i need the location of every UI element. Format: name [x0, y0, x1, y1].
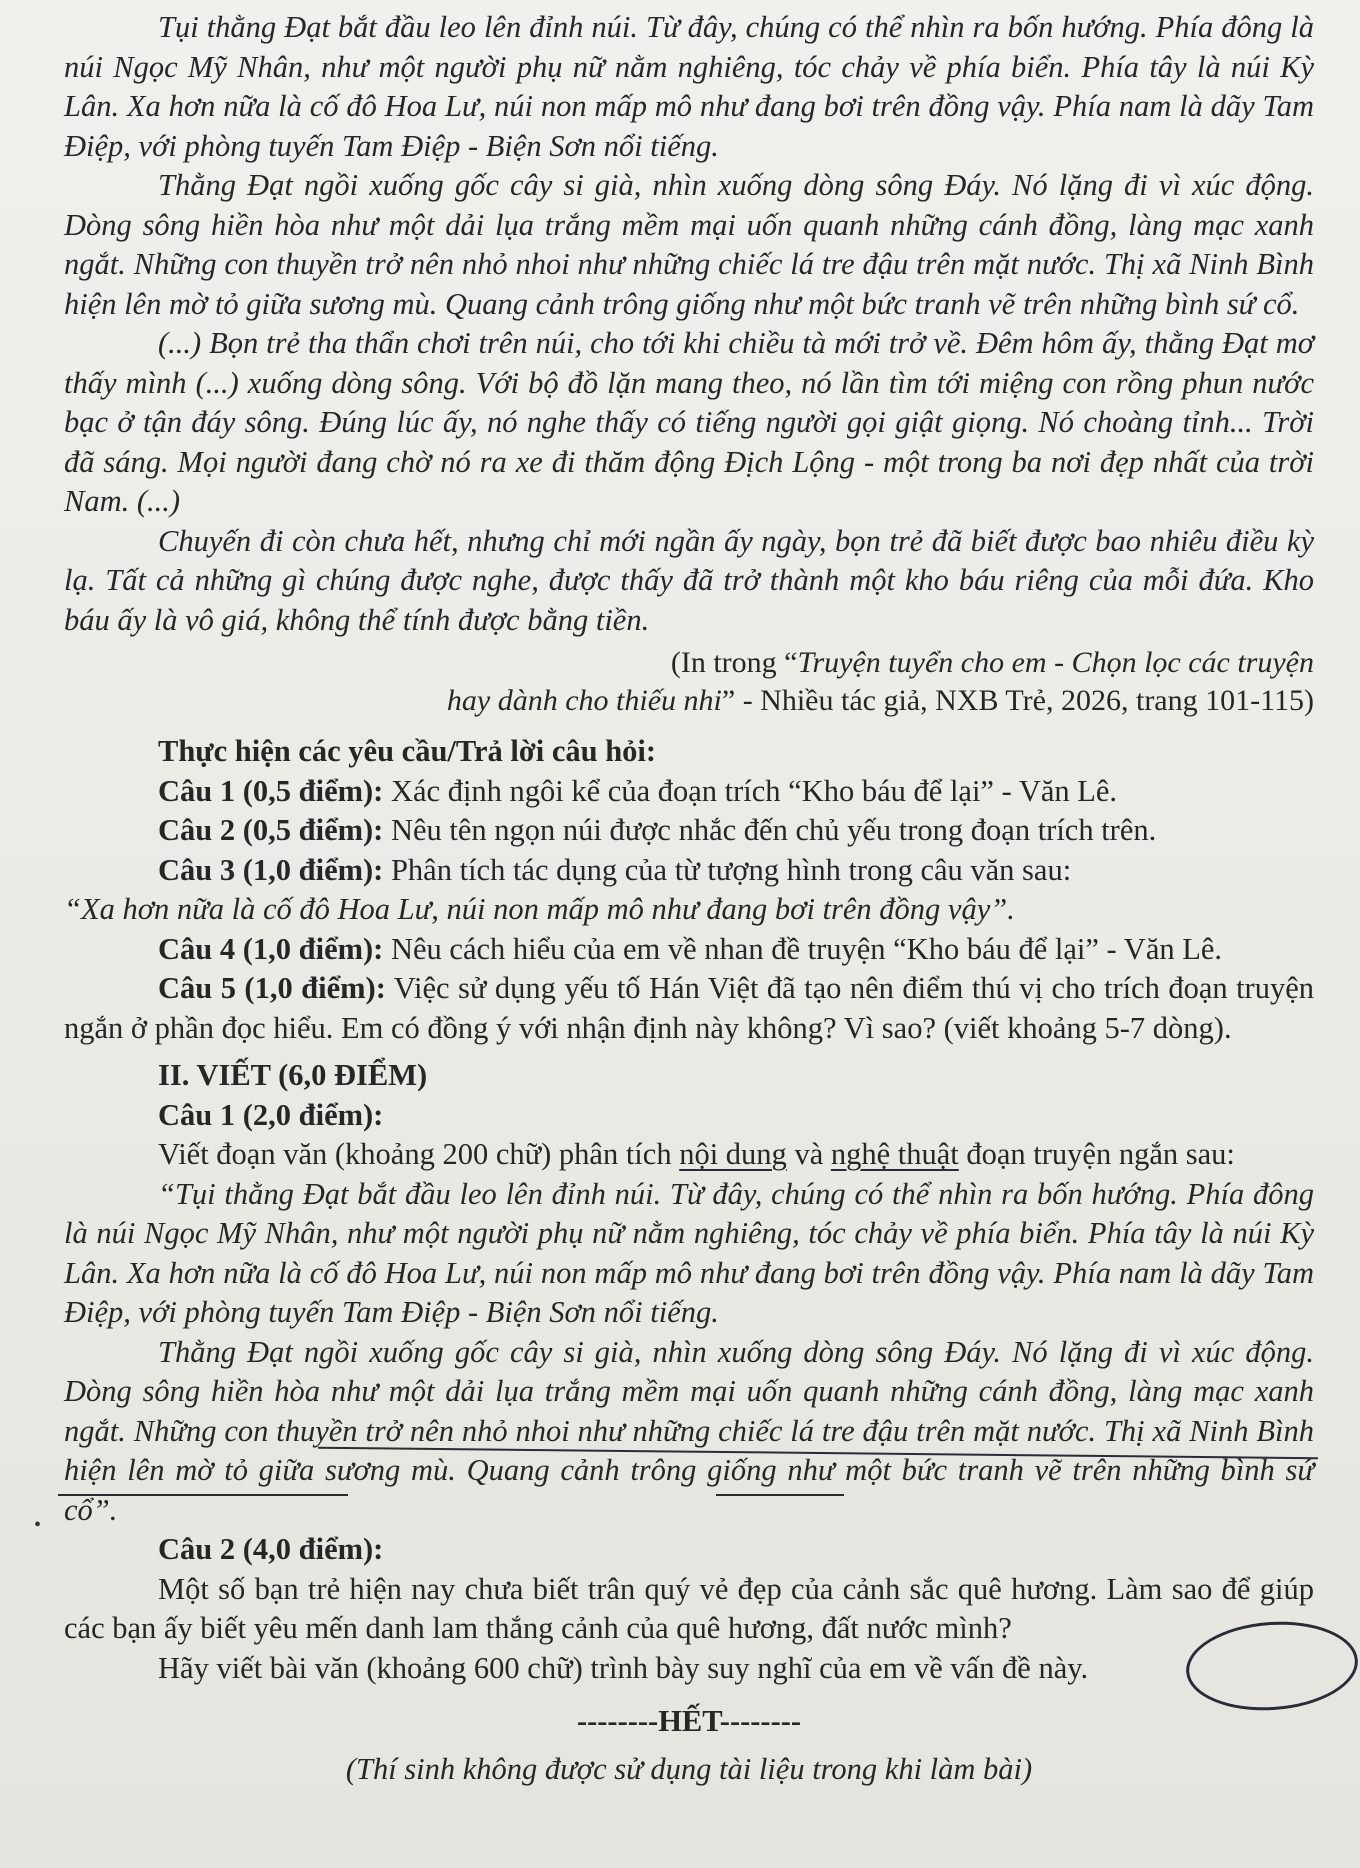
question-1-label: Câu 1 (0,5 điểm): — [158, 773, 384, 808]
question-5-label: Câu 5 (1,0 điểm): — [158, 971, 386, 1005]
source-prefix: (In trong “ — [670, 646, 798, 679]
exam-footer-note: (Thí sinh không được sử dụng tài liệu trong khi làm bài) — [345, 1751, 1033, 1786]
prompt-part-c: đoạn truyện ngắn sau: — [958, 1137, 1235, 1171]
question-1-text: Xác định ngôi kể của đoạn trích “Kho báu để lại” - Văn Lê. — [383, 773, 1118, 808]
source-title-part-2: hay dành cho thiếu nhi — [446, 684, 722, 717]
question-2 — [64, 811, 1314, 851]
question-1 — [64, 772, 1314, 812]
pen-dot-mark: • — [34, 1514, 42, 1536]
writing-question-2-paragraph-1: Một số bạn trẻ hiện nay chưa biết trân quý vẻ đẹp của cảnh sắc quê hương. Làm sao để giúp các bạn ấy biết yêu mến danh lam thắng cảnh của quê hương, đất nước mình? — [64, 1571, 1314, 1645]
question-3-quote: “Xa hơn nữa là cố đô Hoa Lư, núi non mấp mô như đang bơi trên đồng vậy”. — [64, 892, 1015, 926]
writing-quote-paragraph-2: Thằng Đạt ngồi xuống gốc cây si già, nhìn xuống dòng sông Đáy. Nó lặng đi vì xúc động. Dòng sông hiền hòa như một dải lụa trắng mềm mại uốn quanh những cánh đồng, làng mạc xanh ngắt. Những con thuyền trở nên nhỏ nhoi như những chiếc lá tre đậu trên mặt nước. Thị xã Ninh Bình hiện lên mờ tỏ giữa sương mù. Quang cảnh trông giống như một bức tranh vẽ trên những bình sứ cổ”. — [64, 1334, 1314, 1527]
prompt-underlined-content: nội dung — [679, 1137, 787, 1171]
reading-paragraph-2: Thằng Đạt ngồi xuống gốc cây si già, nhìn xuống dòng sông Đáy. Nó lặng đi vì xúc động. Dòng sông hiền hòa như một dải lụa trắng mềm mại uốn quanh những cánh đồng, làng mạc xanh ngắt. Những con thuyền trở nên nhỏ nhoi như những chiếc lá tre đậu trên mặt nước. Thị xã Ninh Bình hiện lên mờ tỏ giữa sương mù. Quang cảnh trông giống như một bức tranh vẽ trên những bình sứ cổ. — [64, 168, 1314, 321]
writing-section-title: II. VIẾT (6,0 ĐIỂM) — [158, 1058, 428, 1092]
prompt-underlined-art: nghệ thuật — [830, 1137, 959, 1171]
question-2-text: Nêu tên ngọn núi được nhắc đến chủ yếu trong đoạn trích trên. — [383, 813, 1157, 847]
reading-paragraph-4: Chuyến đi còn chưa hết, nhưng chỉ mới ngần ấy ngày, bọn trẻ đã biết được bao nhiêu điều kỳ lạ. Tất cả những gì chúng được nghe, được thấy đã trở thành một kho báu riêng của mỗi đứa. Kho báu ấy là vô giá, không thể tính được bằng tiền. — [64, 523, 1314, 637]
question-5 — [64, 969, 1314, 1048]
prompt-part-a: Viết đoạn văn (khoảng 200 chữ) phân tích — [158, 1137, 680, 1171]
question-4-label: Câu 4 (1,0 điểm): — [158, 931, 384, 966]
source-citation — [64, 644, 1314, 720]
question-4 — [64, 930, 1314, 970]
reading-paragraph-1: Tụi thằng Đạt bắt đầu leo lên đỉnh núi. Từ đây, chúng có thể nhìn ra bốn hướng. Phía đông là núi Ngọc Mỹ Nhân, như một người phụ nữ nằm nghiêng, tóc chảy về phía biển. Phía tây là núi Kỳ Lân. Xa hơn nữa là cố đô Hoa Lư, núi non mấp mô như đang bơi trên đồng vậy. Phía nam là dãy Tam Điệp, với phòng tuyến Tam Điệp - Biện Sơn nổi tiếng. — [64, 10, 1314, 163]
question-3 — [64, 851, 1314, 891]
source-title-part-1: Truyện tuyển cho em - Chọn lọc các truyện — [797, 646, 1314, 679]
questions-heading: Thực hiện các yêu cầu/Trả lời câu hỏi: — [158, 734, 657, 768]
reading-paragraph-3: (...) Bọn trẻ tha thẩn chơi trên núi, cho tới khi chiều tà mới trở về. Đêm hôm ấy, thằng Đạt mơ thấy mình (...) xuống dòng sông. Với bộ đồ lặn mang theo, nó lần tìm tới miệng con rồng phun nước bạc ở tận đáy sông. Đúng lúc ấy, nó nghe thấy có tiếng người gọi giật giọng. Nó choàng tỉnh... Trời đã sáng. Mọi người đang chờ nó ra xe đi thăm động Địch Lộng - một trong ba nơi đẹp nhất của trời Nam. (...) — [64, 326, 1314, 518]
question-3-text: Phân tích tác dụng của từ tượng hình trong câu văn sau: — [383, 852, 1072, 887]
question-4-text: Nêu cách hiểu của em về nhan đề truyện “Kho báu để lại” - Văn Lê. — [383, 931, 1223, 966]
question-2-label: Câu 2 (0,5 điểm): — [158, 813, 384, 847]
question-5-text: Việc sử dụng yếu tố Hán Việt đã tạo nên điểm thú vị cho trích đoạn truyện ngắn ở phần đọc hiểu. Em có đồng ý với nhận định này không? Vì sao? (viết khoảng 5-7 dòng). — [64, 971, 1315, 1045]
writing-question-2-label: Câu 2 (4,0 điểm): — [158, 1532, 384, 1566]
source-details: ” - Nhiều tác giả, NXB Trẻ, 2026, trang 101-115) — [721, 684, 1314, 717]
end-marker: --------HẾT-------- — [576, 1704, 802, 1738]
writing-question-1-label: Câu 1 (2,0 điểm): — [158, 1097, 384, 1132]
exam-content — [64, 8, 1314, 1789]
question-3-label: Câu 3 (1,0 điểm): — [158, 852, 384, 887]
writing-question-2-paragraph-2: Hãy viết bài văn (khoảng 600 chữ) trình bày suy nghĩ của em về vấn đề này. — [158, 1650, 1089, 1685]
writing-quote-paragraph-1: “Tụi thằng Đạt bắt đầu leo lên đỉnh núi. Từ đây, chúng có thể nhìn ra bốn hướng. Phía đông là núi Ngọc Mỹ Nhân, như một người phụ nữ nằm nghiêng, tóc chảy về phía biển. Phía tây là núi Kỳ Lân. Xa hơn nữa là cố đô Hoa Lư, núi non mấp mô như đang bơi trên đồng vậy. Phía nam là dãy Tam Điệp, với phòng tuyến Tam Điệp - Biện Sơn nổi tiếng. — [64, 1176, 1314, 1329]
prompt-part-b: và — [786, 1137, 831, 1171]
writing-question-1-prompt — [64, 1135, 1314, 1175]
